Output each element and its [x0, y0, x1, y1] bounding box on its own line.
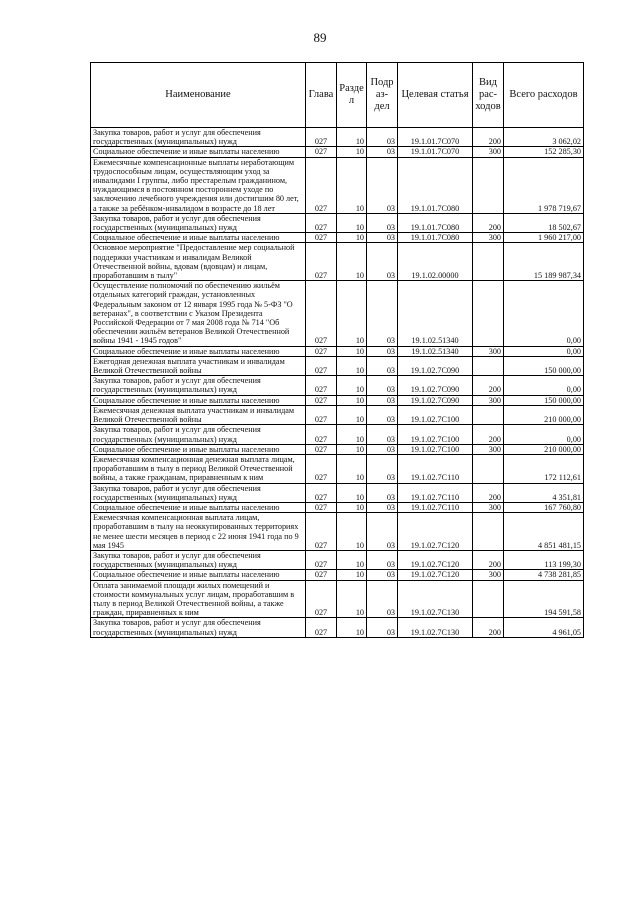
row-name: Ежемесячная компенсационная денежная выплата лицам, проработавшим в тылу в период Великой Отечественной войны, а также гражданам, приравненным к ним	[91, 454, 306, 483]
row-total: 15 189 987,34	[504, 243, 584, 281]
row-section: 10	[337, 346, 367, 356]
table-row	[91, 157, 584, 213]
table-row	[91, 425, 584, 444]
row-name: Закупка товаров, работ и услуг для обеспечения государственных (муниципальных) нужд	[91, 376, 306, 395]
row-section: 10	[337, 444, 367, 454]
row-name: Закупка товаров, работ и услуг для обеспечения государственных (муниципальных) нужд	[91, 483, 306, 502]
row-kind: 300	[473, 444, 504, 454]
table-row	[91, 213, 584, 232]
row-kind: 200	[473, 483, 504, 502]
row-kind	[473, 454, 504, 483]
budget-table	[90, 62, 584, 638]
row-subsection: 03	[367, 376, 398, 395]
row-subsection: 03	[367, 213, 398, 232]
header-total: Всего расходов	[504, 63, 584, 128]
table-row	[91, 346, 584, 356]
table-row	[91, 281, 584, 346]
row-target: 19.1.02.7С090	[398, 395, 473, 405]
row-chapter: 027	[306, 570, 337, 580]
row-name: Социальное обеспечение и иные выплаты населению	[91, 346, 306, 356]
header-kind: Вид рас- ходов	[473, 63, 504, 128]
row-chapter: 027	[306, 281, 337, 346]
row-chapter: 027	[306, 128, 337, 147]
row-section: 10	[337, 376, 367, 395]
row-section: 10	[337, 405, 367, 424]
row-chapter: 027	[306, 157, 337, 213]
page-number: 89	[313, 30, 327, 45]
table-row	[91, 356, 584, 375]
row-total: 1 960 217,00	[504, 233, 584, 243]
table-row	[91, 233, 584, 243]
row-kind	[473, 243, 504, 281]
row-total: 113 199,30	[504, 550, 584, 569]
row-subsection: 03	[367, 395, 398, 405]
row-subsection: 03	[367, 147, 398, 157]
row-subsection: 03	[367, 356, 398, 375]
row-chapter: 027	[306, 405, 337, 424]
table-row	[91, 376, 584, 395]
row-total: 0,00	[504, 376, 584, 395]
row-target: 19.1.01.7С070	[398, 128, 473, 147]
row-subsection: 03	[367, 425, 398, 444]
row-subsection: 03	[367, 618, 398, 637]
row-section: 10	[337, 550, 367, 569]
row-kind: 200	[473, 376, 504, 395]
row-subsection: 03	[367, 502, 398, 512]
row-subsection: 03	[367, 128, 398, 147]
row-name: Закупка товаров, работ и услуг для обеспечения государственных (муниципальных) нужд	[91, 618, 306, 637]
row-target: 19.1.02.51340	[398, 346, 473, 356]
header-chapter: Глава	[306, 63, 337, 128]
table-row	[91, 502, 584, 512]
row-chapter: 027	[306, 444, 337, 454]
row-name: Социальное обеспечение и иные выплаты населению	[91, 502, 306, 512]
row-total: 210 000,00	[504, 405, 584, 424]
row-kind: 300	[473, 502, 504, 512]
row-total: 167 760,80	[504, 502, 584, 512]
row-section: 10	[337, 233, 367, 243]
table-row	[91, 395, 584, 405]
row-section: 10	[337, 425, 367, 444]
row-chapter: 027	[306, 580, 337, 618]
row-section: 10	[337, 213, 367, 232]
row-kind	[473, 356, 504, 375]
row-target: 19.1.02.7С130	[398, 618, 473, 637]
row-total: 4 351,81	[504, 483, 584, 502]
row-name: Закупка товаров, работ и услуг для обеспечения государственных (муниципальных) нужд	[91, 128, 306, 147]
row-target: 19.1.02.00000	[398, 243, 473, 281]
row-section: 10	[337, 281, 367, 346]
row-subsection: 03	[367, 281, 398, 346]
row-subsection: 03	[367, 243, 398, 281]
row-chapter: 027	[306, 618, 337, 637]
row-name: Ежегодная денежная выплата участникам и инвалидам Великой Отечественной войны	[91, 356, 306, 375]
row-total: 18 502,67	[504, 213, 584, 232]
row-name: Оплата занимаемой площади жилых помещений и стоимости коммунальных услуг лицам, проработавшим в тылу в период Великой Отечественной войны, а также граждан, приравненных к ним	[91, 580, 306, 618]
row-chapter: 027	[306, 213, 337, 232]
row-chapter: 027	[306, 513, 337, 551]
row-chapter: 027	[306, 346, 337, 356]
row-kind: 200	[473, 128, 504, 147]
row-kind: 300	[473, 570, 504, 580]
row-subsection: 03	[367, 550, 398, 569]
row-chapter: 027	[306, 454, 337, 483]
row-target: 19.1.02.51340	[398, 281, 473, 346]
row-total: 150 000,00	[504, 356, 584, 375]
header-section: Разде л	[337, 63, 367, 128]
table-row	[91, 454, 584, 483]
row-total: 4 851 481,15	[504, 513, 584, 551]
row-name: Социальное обеспечение и иные выплаты населению	[91, 444, 306, 454]
row-chapter: 027	[306, 550, 337, 569]
table-row	[91, 483, 584, 502]
row-name: Закупка товаров, работ и услуг для обеспечения государственных (муниципальных) нужд	[91, 425, 306, 444]
row-subsection: 03	[367, 346, 398, 356]
row-name: Основное мероприятие "Предоставление мер социальной поддержки участникам и инвалидам Великой Отечественной войны, вдовам (вдовцам) и лицам, проработавшим в тылу"	[91, 243, 306, 281]
row-subsection: 03	[367, 580, 398, 618]
row-chapter: 027	[306, 376, 337, 395]
row-total: 152 285,30	[504, 147, 584, 157]
row-section: 10	[337, 395, 367, 405]
row-target: 19.1.02.7С120	[398, 550, 473, 569]
row-kind: 200	[473, 213, 504, 232]
row-kind: 200	[473, 618, 504, 637]
row-name: Закупка товаров, работ и услуг для обеспечения государственных (муниципальных) нужд	[91, 550, 306, 569]
row-target: 19.1.02.7С120	[398, 570, 473, 580]
row-section: 10	[337, 580, 367, 618]
row-target: 19.1.02.7С100	[398, 405, 473, 424]
row-target: 19.1.01.7С080	[398, 157, 473, 213]
row-chapter: 027	[306, 502, 337, 512]
row-kind: 300	[473, 395, 504, 405]
row-kind	[473, 281, 504, 346]
row-kind	[473, 405, 504, 424]
row-target: 19.1.02.7С110	[398, 454, 473, 483]
row-total: 3 062,02	[504, 128, 584, 147]
row-target: 19.1.02.7С120	[398, 513, 473, 551]
row-name: Социальное обеспечение и иные выплаты населению	[91, 395, 306, 405]
row-section: 10	[337, 513, 367, 551]
row-section: 10	[337, 618, 367, 637]
row-name: Социальное обеспечение и иные выплаты населению	[91, 570, 306, 580]
table-row	[91, 570, 584, 580]
row-kind	[473, 580, 504, 618]
row-section: 10	[337, 502, 367, 512]
table-row	[91, 128, 584, 147]
row-kind	[473, 513, 504, 551]
table-row	[91, 243, 584, 281]
row-total: 150 000,00	[504, 395, 584, 405]
row-total: 4 961,05	[504, 618, 584, 637]
header-name: Наименование	[91, 63, 306, 128]
row-chapter: 027	[306, 483, 337, 502]
row-chapter: 027	[306, 395, 337, 405]
row-target: 19.1.02.7С090	[398, 356, 473, 375]
row-name: Закупка товаров, работ и услуг для обеспечения государственных (муниципальных) нужд	[91, 213, 306, 232]
row-subsection: 03	[367, 405, 398, 424]
row-subsection: 03	[367, 454, 398, 483]
row-total: 0,00	[504, 425, 584, 444]
row-section: 10	[337, 147, 367, 157]
row-subsection: 03	[367, 233, 398, 243]
row-subsection: 03	[367, 570, 398, 580]
row-subsection: 03	[367, 444, 398, 454]
row-section: 10	[337, 454, 367, 483]
row-target: 19.1.02.7С100	[398, 444, 473, 454]
row-target: 19.1.02.7С110	[398, 502, 473, 512]
header-subsection: Подр аз- дел	[367, 63, 398, 128]
row-chapter: 027	[306, 356, 337, 375]
row-chapter: 027	[306, 147, 337, 157]
row-subsection: 03	[367, 513, 398, 551]
row-name: Ежемесячная денежная выплата участникам и инвалидам Великой Отечественной войны	[91, 405, 306, 424]
row-section: 10	[337, 570, 367, 580]
table-row	[91, 444, 584, 454]
row-target: 19.1.01.7С070	[398, 147, 473, 157]
row-total: 0,00	[504, 346, 584, 356]
header-target: Целевая статья	[398, 63, 473, 128]
row-kind: 200	[473, 425, 504, 444]
row-kind: 300	[473, 346, 504, 356]
row-chapter: 027	[306, 425, 337, 444]
row-name: Ежемесячная компенсационная выплата лицам, проработавшим в тылу на неоккупированных территориях не менее шести месяцев в период с 22 июня 1941 года по 9 мая 1945	[91, 513, 306, 551]
row-chapter: 027	[306, 233, 337, 243]
table-row	[91, 147, 584, 157]
row-target: 19.1.01.7С080	[398, 213, 473, 232]
table-row	[91, 580, 584, 618]
row-name: Социальное обеспечение и иные выплаты населению	[91, 233, 306, 243]
row-total: 4 738 281,85	[504, 570, 584, 580]
row-subsection: 03	[367, 157, 398, 213]
row-name: Ежемесячные компенсационные выплаты неработающим трудоспособным лицам, осуществляющим уход за инвалидами I группы, либо престарелым гражданином, нуждающимся в постоянном постороннем уходе по заключению лечебного учреждения или достигшим 80 лет, а также за ребёнком-инвалидом в возрасте до 18 лет	[91, 157, 306, 213]
row-name: Социальное обеспечение и иные выплаты населению	[91, 147, 306, 157]
row-subsection: 03	[367, 483, 398, 502]
row-section: 10	[337, 128, 367, 147]
row-target: 19.1.02.7С100	[398, 425, 473, 444]
row-kind: 200	[473, 550, 504, 569]
row-total: 0,00	[504, 281, 584, 346]
row-total: 1 978 719,67	[504, 157, 584, 213]
row-name: Осуществление полномочий по обеспечению жильём отдельных категорий граждан, установленных Федеральным законом от 12 января 1995 года № 5-ФЗ "О ветеранах", в соответствии с Указом Президента Российской Федерации от 7 мая 2008 года № 714 "Об обеспечении жильём ветеранов Великой Отечественной войны 1941 - 1945 годов"	[91, 281, 306, 346]
row-section: 10	[337, 356, 367, 375]
table-row	[91, 513, 584, 551]
row-target: 19.1.01.7С080	[398, 233, 473, 243]
row-target: 19.1.02.7С130	[398, 580, 473, 618]
table-row	[91, 618, 584, 637]
row-section: 10	[337, 483, 367, 502]
row-chapter: 027	[306, 243, 337, 281]
row-target: 19.1.02.7С110	[398, 483, 473, 502]
row-total: 210 000,00	[504, 444, 584, 454]
table-row	[91, 550, 584, 569]
row-target: 19.1.02.7С090	[398, 376, 473, 395]
row-total: 172 112,61	[504, 454, 584, 483]
row-kind: 300	[473, 147, 504, 157]
row-total: 194 591,58	[504, 580, 584, 618]
row-kind	[473, 157, 504, 213]
table-row	[91, 405, 584, 424]
row-kind: 300	[473, 233, 504, 243]
table-header-row	[91, 63, 584, 128]
row-section: 10	[337, 157, 367, 213]
row-section: 10	[337, 243, 367, 281]
